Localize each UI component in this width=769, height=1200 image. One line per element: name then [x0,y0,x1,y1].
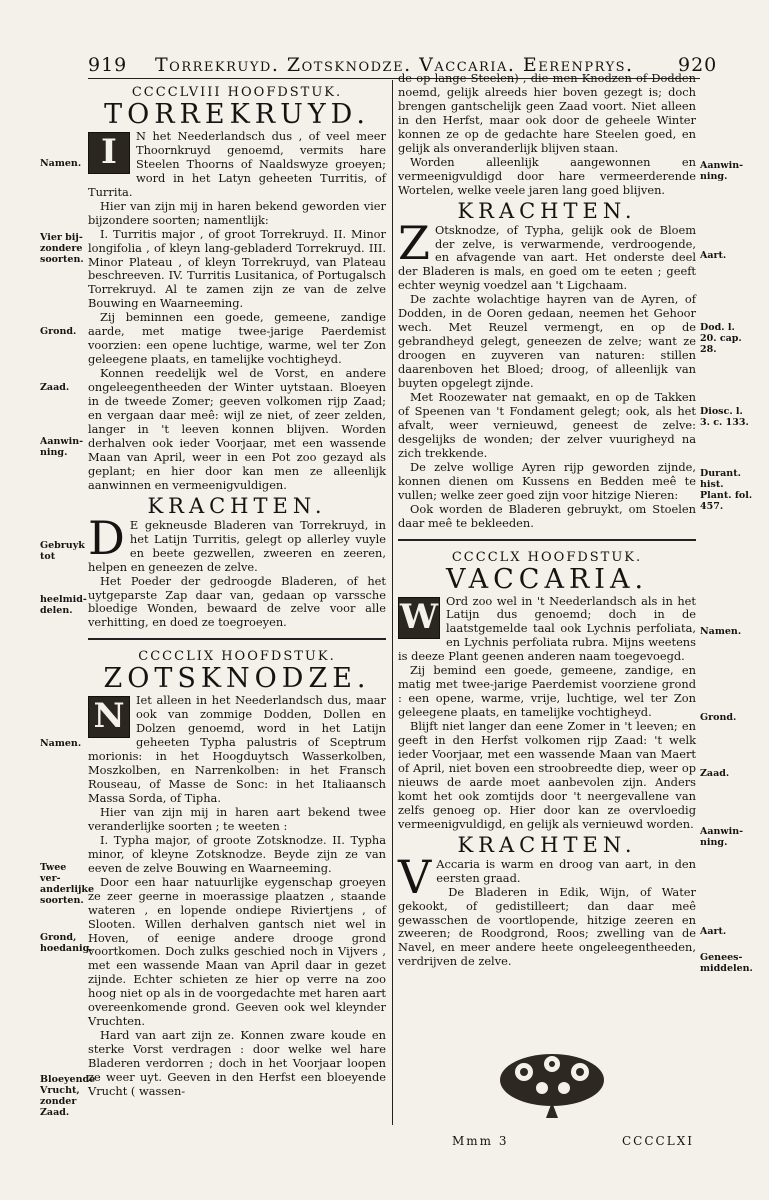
paragraph: Iet alleen in het Neederlandsch dus, maar ook van zommige Dodden, Dollen en Dolzen genoemd, word in het Latijn geheeten Typha palustris of Sceptrum morionis: in het Hoogduytsch Wasserkolben, Moszkolben, en Narrenkolben: in het Fransch Rouseau, of Masse de Sonc: in het Italiaansch Massa Sorda, of Tipha. [88,693,386,805]
initial-letter: Z [398,215,430,270]
paragraph: Worden alleenlijk aangewonnen en vermeenigvuldigd door hare vermeerderende Wortelen, welke veele jaren lang goed blijven. [398,154,696,197]
krachten-heading: KRACHTEN. [457,198,637,223]
left-column [88,86,386,1099]
paragraph: De Bladeren in Edik, Wijn, of Water gekookt, of gedistilleert; dan daar meê gewasschen de voortlopende, hitzige zeeren en zweeren; de Roodgrond, Roos; zwelling van de Navel, en meer andere heete ongeleegentheeden, verdrijven de zelve. [398,884,696,969]
paragraph: De zachte wolachtige hayren van de Ayren, of Dodden, in de Ooren gedaan, neemen het Gehoor wech. Met Reuzel vermengt, en op de gebrandheyd gelegt, geneezen de zelve; want ze droogen en zuyveren van naturen: stillen daarenboven het Bloed; droog, of alleenlijk van buyten opgelegt zijnde. [398,292,696,391]
krachten-heading: KRACHTEN. [457,832,637,857]
paragraph: Ord zoo wel in 't Neederlandsch als in het Latijn dus genoemd; doch in de laatstgemelde taal ook Lychnis perfoliata, en Lychnis perfoliata rubra. Mijns weetens is deeze Plant geenen anderen naam toegevoegd. [398,593,696,664]
decorated-initial: W [399,596,439,637]
signature-mark: Mmm 3 [452,1134,509,1148]
paragraph: I. Typha major, of groote Zotsknodze. II. Typha minor, of kleyne Zotsknodze. Beyde zijn ze van eeven de zelve Bouwing en Waarneeming. [88,832,386,875]
right-column [398,72,696,969]
margin-note: Namen. [40,738,82,749]
paragraph: Hier van zijn mij in haren aart bekend twee veranderlijke soorten ; te weeten : [88,804,386,833]
margin-note: Twee ver-anderlijke soorten. [40,862,95,906]
running-title: Torrekruyd. Zotsknodze. Vaccaria. Eerenprys. [155,54,634,76]
margin-note: Zaad. [40,382,70,393]
paragraph: I. Turritis major , of groot Torrekruyd. II. Minor longifolia , of kleyn lang-gebladerd Torrekruyd. III. Minor Plateau , of kleyn Torrekruyd, van Plateau beschreeven. IV. Turritis Lusitanica, of Portugalsch Torrekruyd. Al te zamen zijn ze van de zelve Bouwing en Waarneeming. [88,226,386,311]
catchword: CCCCLXI [622,1134,694,1148]
paragraph: Zij bemind een goede, gemeene, zandige, en matig met twee-jarige Paerdemist voorziene grond : een opene, warme, vrije, luchtige, wel ter Zon geleegene plaats, en tamelijke vochtigheyd. [398,663,696,720]
margin-note: Aanwin-ning. [700,826,744,848]
chapter-458-heading: TORREKRUYD. [104,98,370,130]
floral-ornament [492,1042,612,1122]
margin-note: heelmid-delen. [40,594,87,616]
margin-note: Genees-middelen. [700,952,753,974]
page-number-left: 919 [88,54,128,76]
paragraph: Door een haar natuurlijke eygenschap groeyen ze zeer geerne in moerassige plaatzen , staande wateren , en lopende ondiepe Riviertjens , of Slooten. Willen derhalven gantsch niet wel in Hoven, of eenige andere drooge grond voortkomen. Doch zulks geschied noch in Vijvers , met een wassende Maan van April daar in gezet zijnde. Echter schieten ze hier op verre na zoo hoog niet op als in de voorgedachte met haren aart overeenkomende grond. Geeven ook wel kleynder Vruchten. [88,874,386,1029]
margin-note: Aart. [700,926,727,937]
chapter-460-heading: VACCARIA. [445,563,649,595]
paragraph: Konnen reedelijk wel de Vorst, en andere ongeleegentheeden der Winter uytstaan. Bloeyen in de tweede Zomer; geeven volkomen rijp Zaad; en vergaan daar meê: wijl ze niet, of zeer zelden, langer in 't leeven konnen blijven. Worden derhalven ook ieder Voorjaar, met een wassende Maan van April, weer in een Pot zoo gezayd als geplant; en hier door kan men ze alleenlijk aanwinnen en vermeenigvuldigen. [88,366,386,492]
page-number-right: 920 [678,54,718,76]
margin-note: Vier bij-zondere soorten. [40,232,84,265]
paragraph: Met Roozewater nat gemaakt, en op de Takken of Speenen van 't Fondament gelegt; ook, als het afvalt, weer vernieuwd, geneest de zelve: desgelijks de wonden; der zelver vuurigheyd na zich trekkende. [398,390,696,460]
chapter-459-title: CCCCLIX HOOFDSTUK. [138,649,336,665]
paragraph: N het Neederlandsch dus , of veel meer Thoornkruyd genoemd, vermits hare Steelen Thoorns of Naaldswyze groeyen; word in het Latyn geheeten Turritis, of Turrita. [88,128,386,199]
paragraph: E gekneusde Bladeren van Torrekruyd, in het Latijn Turritis, gelegt op allerley vuyle en beete gezwellen, zweeren en zeeren, helpen en geneezen de zelve. [88,517,386,574]
paragraph: de op lange Steelen) , die men Knodzen of Dodden noemd, gelijk alreeds hier boven gezegt is; doch brengen gantschelijk geen Zaad voort. Niet alleen in den Herfst, maar ook door de geheele Winter konnen ze op de gedachte hare Steelen goed, en gelijk als onveranderlijk blijven staan. [398,71,696,155]
margin-note: Namen. [40,158,82,169]
margin-note: Gebruyk tot [40,540,85,562]
chapter-460-title: CCCCLX HOOFDSTUK. [451,549,643,565]
initial-letter: D [88,510,125,565]
paragraph: Accaria is warm en droog van aart, in den eersten graad. [436,856,696,885]
margin-note: Grond. [40,326,77,337]
paragraph: Hard van aart zijn ze. Konnen zware koude en sterke Vorst verdragen : door welke wel hare Bladeren verdorren ; doch in het Voorjaar loopen ze weer uyt. Geeven in den Herfst een bloeyende Vrucht ( wassen- [88,1028,386,1098]
section-rule [398,539,696,541]
margin-note: Diosc. l. 3. c. 133. [700,406,749,428]
margin-note: Grond. [700,712,737,723]
column-divider [392,80,393,1125]
margin-note: Namen. [700,626,742,637]
paragraph: Ook worden de Bladeren gebruykt, om Stoelen daar meê te bekleeden. [398,501,696,530]
margin-note: Grond, hoedanig. [40,932,93,954]
decorated-initial: I [88,132,130,174]
paragraph: Blijft niet langer dan eene Zomer in 't leeven; en geeft in den Herfst volkomen rijp Zaad: 't welk ieder Voorjaar, met een wassende Maan van Maert of April, niet boven een stroobreedte diep, weer op nieuws de aarde moet aanbevolen zijn. Anders komt het ook zomtijds door 't neergevallene van zelfs genoeg op. Hier door kan ze overvloedig vermeenigvuldigd, en gelijk als vernieuwd worden. [398,719,696,831]
margin-note: Aart. [700,250,727,261]
chapter-459-heading: ZOTSKNODZE. [103,663,371,695]
section-rule [88,638,386,640]
paragraph: Hier van zijn mij in haren bekend geworden vier bijzondere soorten; namentlijk: [88,198,386,227]
margin-note: Aanwin-ning. [700,160,744,182]
decorated-initial: N [88,696,130,738]
margin-note: Zaad. [700,768,730,779]
margin-note: Dod. l. 20. cap. 28. [700,322,742,355]
chapter-458-title: CCCCLVIII HOOFDSTUK. [131,85,343,100]
margin-note: Aanwin-ning. [40,436,84,458]
margin-note: Bloeyende Vrucht, zonder Zaad. [40,1074,96,1118]
krachten-heading: KRACHTEN. [147,493,327,518]
paragraph: De zelve wollige Ayren rijp geworden zijnde, konnen dienen om Kussens en Bedden meê te vullen; welke zeer goed zijn voor hitzige Nieren: [398,459,696,502]
initial-letter: V [398,849,432,904]
paragraph: Het Poeder der gedroogde Bladeren, of het uytgeparste Zap daar van, gedaan op varssche bloedige Wonden, bewaard de zelve voor alle verhitting, en doed ze toegroeyen. [88,573,386,630]
paragraph: Zij beminnen een goede, gemeene, zandige aarde, met matige twee-jarige Paerdemist voorzien: een opene luchtige, warme, wel ter Zon geleegene plaats, en tamelijke vochtigheyd. [88,310,386,367]
paragraph: Otsknodze, of Typha, gelijk ook de Bloem der zelve, is verwarmende, verdroogende, en afvagende van aart. Het onderste deel der Bladeren is mals, en goed om te eeten ; geeft echter weynig voedzel aan 't Ligchaam. [398,222,696,293]
margin-note: Durant. hist. Plant. fol. 457. [700,468,753,512]
